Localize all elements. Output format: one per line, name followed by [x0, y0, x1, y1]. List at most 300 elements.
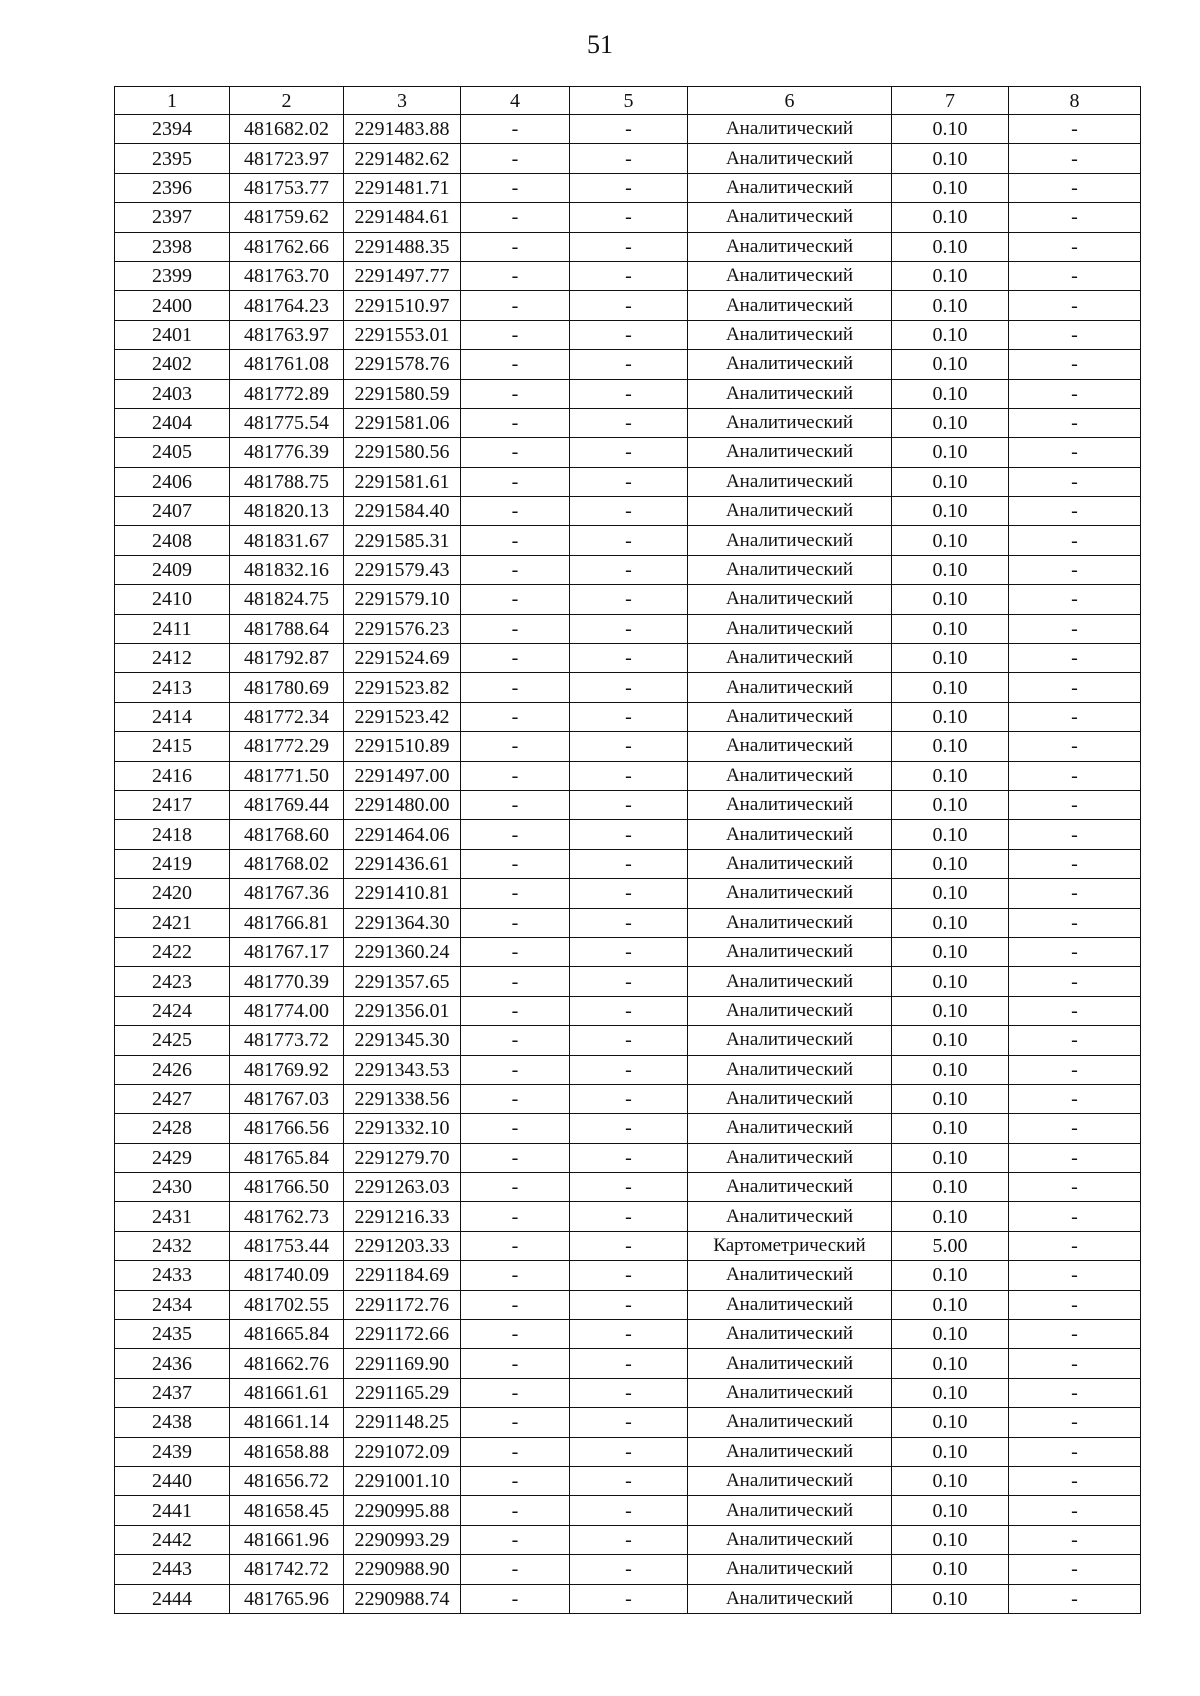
method-cell: Аналитический	[688, 996, 892, 1025]
col8-cell: -	[1009, 644, 1141, 673]
table-row	[115, 350, 1141, 379]
method-cell: Аналитический	[688, 497, 892, 526]
col8-cell: -	[1009, 1496, 1141, 1525]
accuracy-cell: 0.10	[892, 350, 1009, 379]
col8-cell: -	[1009, 203, 1141, 232]
x-coordinate-cell: 481792.87	[230, 644, 344, 673]
method-cell: Аналитический	[688, 291, 892, 320]
accuracy-cell: 0.10	[892, 790, 1009, 819]
col8-cell: -	[1009, 1114, 1141, 1143]
method-cell: Аналитический	[688, 144, 892, 173]
col4-cell: -	[461, 1084, 570, 1113]
table-row	[115, 232, 1141, 261]
table-row	[115, 173, 1141, 202]
table-row	[115, 1261, 1141, 1290]
method-cell: Аналитический	[688, 849, 892, 878]
point-number-cell: 2405	[115, 438, 230, 467]
table-row	[115, 555, 1141, 584]
x-coordinate-cell: 481740.09	[230, 1261, 344, 1290]
point-number-cell: 2433	[115, 1261, 230, 1290]
col4-cell: -	[461, 790, 570, 819]
accuracy-cell: 0.10	[892, 1378, 1009, 1407]
y-coordinate-cell: 2291464.06	[344, 820, 461, 849]
col4-cell: -	[461, 1290, 570, 1319]
method-cell: Аналитический	[688, 1261, 892, 1290]
x-coordinate-cell: 481766.50	[230, 1173, 344, 1202]
accuracy-cell: 0.10	[892, 967, 1009, 996]
accuracy-cell: 0.10	[892, 761, 1009, 790]
col4-cell: -	[461, 173, 570, 202]
accuracy-cell: 0.10	[892, 908, 1009, 937]
col4-cell: -	[461, 937, 570, 966]
col8-cell: -	[1009, 1408, 1141, 1437]
method-cell: Аналитический	[688, 702, 892, 731]
point-number-cell: 2397	[115, 203, 230, 232]
accuracy-cell: 0.10	[892, 291, 1009, 320]
col5-cell: -	[570, 1202, 688, 1231]
column-header-2: 2	[230, 87, 344, 115]
page-number: 51	[587, 30, 613, 59]
table-row	[115, 203, 1141, 232]
col4-cell: -	[461, 1114, 570, 1143]
y-coordinate-cell: 2291579.43	[344, 555, 461, 584]
col5-cell: -	[570, 761, 688, 790]
col5-cell: -	[570, 555, 688, 584]
x-coordinate-cell: 481770.39	[230, 967, 344, 996]
accuracy-cell: 0.10	[892, 1084, 1009, 1113]
table-row	[115, 967, 1141, 996]
col8-cell: -	[1009, 820, 1141, 849]
col4-cell: -	[461, 350, 570, 379]
y-coordinate-cell: 2291584.40	[344, 497, 461, 526]
method-cell: Аналитический	[688, 1349, 892, 1378]
point-number-cell: 2442	[115, 1525, 230, 1554]
y-coordinate-cell: 2291357.65	[344, 967, 461, 996]
point-number-cell: 2443	[115, 1555, 230, 1584]
col8-cell: -	[1009, 555, 1141, 584]
y-coordinate-cell: 2291345.30	[344, 1026, 461, 1055]
y-coordinate-cell: 2291480.00	[344, 790, 461, 819]
col5-cell: -	[570, 232, 688, 261]
col8-cell: -	[1009, 261, 1141, 290]
method-cell: Аналитический	[688, 203, 892, 232]
accuracy-cell: 0.10	[892, 937, 1009, 966]
table-row	[115, 379, 1141, 408]
col4-cell: -	[461, 1466, 570, 1495]
col8-cell: -	[1009, 1202, 1141, 1231]
point-number-cell: 2406	[115, 467, 230, 496]
y-coordinate-cell: 2291001.10	[344, 1466, 461, 1495]
column-header-6: 6	[688, 87, 892, 115]
accuracy-cell: 0.10	[892, 555, 1009, 584]
point-number-cell: 2438	[115, 1408, 230, 1437]
table-row	[115, 849, 1141, 878]
accuracy-cell: 0.10	[892, 702, 1009, 731]
x-coordinate-cell: 481769.92	[230, 1055, 344, 1084]
method-cell: Аналитический	[688, 908, 892, 937]
x-coordinate-cell: 481762.73	[230, 1202, 344, 1231]
y-coordinate-cell: 2291578.76	[344, 350, 461, 379]
table-row	[115, 261, 1141, 290]
point-number-cell: 2436	[115, 1349, 230, 1378]
table-row	[115, 1290, 1141, 1319]
col5-cell: -	[570, 585, 688, 614]
col4-cell: -	[461, 555, 570, 584]
method-cell: Аналитический	[688, 379, 892, 408]
col5-cell: -	[570, 937, 688, 966]
col4-cell: -	[461, 497, 570, 526]
x-coordinate-cell: 481763.97	[230, 320, 344, 349]
y-coordinate-cell: 2291482.62	[344, 144, 461, 173]
coordinates-table	[114, 86, 1141, 1614]
table-row	[115, 1378, 1141, 1407]
col5-cell: -	[570, 790, 688, 819]
col5-cell: -	[570, 1525, 688, 1554]
point-number-cell: 2408	[115, 526, 230, 555]
method-cell: Аналитический	[688, 1114, 892, 1143]
point-number-cell: 2417	[115, 790, 230, 819]
x-coordinate-cell: 481662.76	[230, 1349, 344, 1378]
x-coordinate-cell: 481764.23	[230, 291, 344, 320]
table-row	[115, 1584, 1141, 1613]
col4-cell: -	[461, 115, 570, 144]
col8-cell: -	[1009, 996, 1141, 1025]
x-coordinate-cell: 481742.72	[230, 1555, 344, 1584]
x-coordinate-cell: 481824.75	[230, 585, 344, 614]
col8-cell: -	[1009, 1143, 1141, 1172]
col4-cell: -	[461, 1496, 570, 1525]
col5-cell: -	[570, 1143, 688, 1172]
method-cell: Аналитический	[688, 350, 892, 379]
y-coordinate-cell: 2291483.88	[344, 115, 461, 144]
y-coordinate-cell: 2291553.01	[344, 320, 461, 349]
col8-cell: -	[1009, 1261, 1141, 1290]
y-coordinate-cell: 2291148.25	[344, 1408, 461, 1437]
col8-cell: -	[1009, 291, 1141, 320]
col5-cell: -	[570, 526, 688, 555]
col4-cell: -	[461, 291, 570, 320]
point-number-cell: 2403	[115, 379, 230, 408]
y-coordinate-cell: 2291203.33	[344, 1231, 461, 1260]
col4-cell: -	[461, 1555, 570, 1584]
accuracy-cell: 0.10	[892, 585, 1009, 614]
method-cell: Аналитический	[688, 790, 892, 819]
x-coordinate-cell: 481775.54	[230, 408, 344, 437]
col8-cell: -	[1009, 1378, 1141, 1407]
table-row	[115, 614, 1141, 643]
x-coordinate-cell: 481658.45	[230, 1496, 344, 1525]
col5-cell: -	[570, 173, 688, 202]
method-cell: Аналитический	[688, 320, 892, 349]
y-coordinate-cell: 2291263.03	[344, 1173, 461, 1202]
x-coordinate-cell: 481774.00	[230, 996, 344, 1025]
col4-cell: -	[461, 1349, 570, 1378]
col5-cell: -	[570, 408, 688, 437]
point-number-cell: 2426	[115, 1055, 230, 1084]
y-coordinate-cell: 2291576.23	[344, 614, 461, 643]
method-cell: Аналитический	[688, 1143, 892, 1172]
point-number-cell: 2422	[115, 937, 230, 966]
col4-cell: -	[461, 702, 570, 731]
accuracy-cell: 0.10	[892, 732, 1009, 761]
col5-cell: -	[570, 614, 688, 643]
method-cell: Аналитический	[688, 555, 892, 584]
col4-cell: -	[461, 1143, 570, 1172]
method-cell: Аналитический	[688, 761, 892, 790]
col4-cell: -	[461, 849, 570, 878]
y-coordinate-cell: 2291497.00	[344, 761, 461, 790]
col8-cell: -	[1009, 173, 1141, 202]
x-coordinate-cell: 481753.77	[230, 173, 344, 202]
table-row	[115, 1525, 1141, 1554]
y-coordinate-cell: 2290988.74	[344, 1584, 461, 1613]
point-number-cell: 2425	[115, 1026, 230, 1055]
col4-cell: -	[461, 203, 570, 232]
col5-cell: -	[570, 1378, 688, 1407]
col5-cell: -	[570, 967, 688, 996]
x-coordinate-cell: 481767.36	[230, 879, 344, 908]
accuracy-cell: 0.10	[892, 1143, 1009, 1172]
col5-cell: -	[570, 1261, 688, 1290]
point-number-cell: 2394	[115, 115, 230, 144]
col5-cell: -	[570, 203, 688, 232]
point-number-cell: 2402	[115, 350, 230, 379]
point-number-cell: 2398	[115, 232, 230, 261]
col8-cell: -	[1009, 526, 1141, 555]
col5-cell: -	[570, 644, 688, 673]
col8-cell: -	[1009, 1525, 1141, 1554]
x-coordinate-cell: 481776.39	[230, 438, 344, 467]
method-cell: Аналитический	[688, 673, 892, 702]
col8-cell: -	[1009, 702, 1141, 731]
col5-cell: -	[570, 1026, 688, 1055]
point-number-cell: 2420	[115, 879, 230, 908]
accuracy-cell: 0.10	[892, 996, 1009, 1025]
point-number-cell: 2395	[115, 144, 230, 173]
col8-cell: -	[1009, 1084, 1141, 1113]
table-row	[115, 644, 1141, 673]
x-coordinate-cell: 481682.02	[230, 115, 344, 144]
method-cell: Аналитический	[688, 1437, 892, 1466]
method-cell: Картометрический	[688, 1231, 892, 1260]
col8-cell: -	[1009, 761, 1141, 790]
col4-cell: -	[461, 614, 570, 643]
accuracy-cell: 0.10	[892, 1202, 1009, 1231]
method-cell: Аналитический	[688, 1320, 892, 1349]
col4-cell: -	[461, 438, 570, 467]
column-header-5: 5	[570, 87, 688, 115]
accuracy-cell: 0.10	[892, 408, 1009, 437]
col4-cell: -	[461, 996, 570, 1025]
table-row	[115, 438, 1141, 467]
accuracy-cell: 0.10	[892, 1525, 1009, 1554]
col4-cell: -	[461, 144, 570, 173]
point-number-cell: 2409	[115, 555, 230, 584]
accuracy-cell: 0.10	[892, 203, 1009, 232]
table-row	[115, 1143, 1141, 1172]
accuracy-cell: 0.10	[892, 173, 1009, 202]
accuracy-cell: 0.10	[892, 1349, 1009, 1378]
method-cell: Аналитический	[688, 467, 892, 496]
method-cell: Аналитический	[688, 1525, 892, 1554]
y-coordinate-cell: 2291523.82	[344, 673, 461, 702]
table-row	[115, 761, 1141, 790]
col8-cell: -	[1009, 320, 1141, 349]
table-row	[115, 526, 1141, 555]
table-row	[115, 1320, 1141, 1349]
table-row	[115, 702, 1141, 731]
col5-cell: -	[570, 1320, 688, 1349]
col5-cell: -	[570, 261, 688, 290]
column-header-7: 7	[892, 87, 1009, 115]
accuracy-cell: 0.10	[892, 1320, 1009, 1349]
accuracy-cell: 0.10	[892, 1026, 1009, 1055]
col5-cell: -	[570, 1084, 688, 1113]
col5-cell: -	[570, 497, 688, 526]
y-coordinate-cell: 2291585.31	[344, 526, 461, 555]
accuracy-cell: 0.10	[892, 467, 1009, 496]
col5-cell: -	[570, 291, 688, 320]
column-header-3: 3	[344, 87, 461, 115]
col4-cell: -	[461, 1261, 570, 1290]
x-coordinate-cell: 481665.84	[230, 1320, 344, 1349]
method-cell: Аналитический	[688, 879, 892, 908]
x-coordinate-cell: 481766.81	[230, 908, 344, 937]
col8-cell: -	[1009, 849, 1141, 878]
col4-cell: -	[461, 1408, 570, 1437]
method-cell: Аналитический	[688, 232, 892, 261]
method-cell: Аналитический	[688, 732, 892, 761]
table-row	[115, 585, 1141, 614]
accuracy-cell: 0.10	[892, 673, 1009, 702]
point-number-cell: 2399	[115, 261, 230, 290]
col5-cell: -	[570, 115, 688, 144]
col8-cell: -	[1009, 1173, 1141, 1202]
column-header-1: 1	[115, 87, 230, 115]
y-coordinate-cell: 2291524.69	[344, 644, 461, 673]
col5-cell: -	[570, 438, 688, 467]
x-coordinate-cell: 481762.66	[230, 232, 344, 261]
x-coordinate-cell: 481767.03	[230, 1084, 344, 1113]
col4-cell: -	[461, 1437, 570, 1466]
point-number-cell: 2424	[115, 996, 230, 1025]
accuracy-cell: 0.10	[892, 1466, 1009, 1495]
x-coordinate-cell: 481661.14	[230, 1408, 344, 1437]
x-coordinate-cell: 481832.16	[230, 555, 344, 584]
col5-cell: -	[570, 1555, 688, 1584]
col5-cell: -	[570, 673, 688, 702]
table-row	[115, 291, 1141, 320]
x-coordinate-cell: 481768.02	[230, 849, 344, 878]
col8-cell: -	[1009, 673, 1141, 702]
col8-cell: -	[1009, 497, 1141, 526]
x-coordinate-cell: 481753.44	[230, 1231, 344, 1260]
col5-cell: -	[570, 379, 688, 408]
y-coordinate-cell: 2291579.10	[344, 585, 461, 614]
y-coordinate-cell: 2291484.61	[344, 203, 461, 232]
col8-cell: -	[1009, 350, 1141, 379]
point-number-cell: 2439	[115, 1437, 230, 1466]
col5-cell: -	[570, 320, 688, 349]
point-number-cell: 2430	[115, 1173, 230, 1202]
point-number-cell: 2416	[115, 761, 230, 790]
point-number-cell: 2410	[115, 585, 230, 614]
x-coordinate-cell: 481759.62	[230, 203, 344, 232]
table-row	[115, 1408, 1141, 1437]
table-row	[115, 996, 1141, 1025]
col4-cell: -	[461, 408, 570, 437]
col4-cell: -	[461, 379, 570, 408]
col4-cell: -	[461, 1231, 570, 1260]
col8-cell: -	[1009, 1231, 1141, 1260]
method-cell: Аналитический	[688, 173, 892, 202]
col8-cell: -	[1009, 438, 1141, 467]
x-coordinate-cell: 481780.69	[230, 673, 344, 702]
x-coordinate-cell: 481769.44	[230, 790, 344, 819]
table-row	[115, 1114, 1141, 1143]
col4-cell: -	[461, 1173, 570, 1202]
col4-cell: -	[461, 761, 570, 790]
accuracy-cell: 0.10	[892, 526, 1009, 555]
method-cell: Аналитический	[688, 1466, 892, 1495]
point-number-cell: 2437	[115, 1378, 230, 1407]
point-number-cell: 2413	[115, 673, 230, 702]
accuracy-cell: 0.10	[892, 1555, 1009, 1584]
col8-cell: -	[1009, 937, 1141, 966]
col5-cell: -	[570, 1408, 688, 1437]
column-header-8: 8	[1009, 87, 1141, 115]
table-row	[115, 820, 1141, 849]
table-row	[115, 732, 1141, 761]
table-row	[115, 1173, 1141, 1202]
method-cell: Аналитический	[688, 1496, 892, 1525]
table-row	[115, 879, 1141, 908]
col8-cell: -	[1009, 1555, 1141, 1584]
col8-cell: -	[1009, 908, 1141, 937]
point-number-cell: 2411	[115, 614, 230, 643]
col8-cell: -	[1009, 379, 1141, 408]
x-coordinate-cell: 481831.67	[230, 526, 344, 555]
col4-cell: -	[461, 585, 570, 614]
table-row	[115, 1026, 1141, 1055]
x-coordinate-cell: 481661.96	[230, 1525, 344, 1554]
col8-cell: -	[1009, 144, 1141, 173]
col5-cell: -	[570, 702, 688, 731]
col4-cell: -	[461, 967, 570, 996]
col8-cell: -	[1009, 115, 1141, 144]
accuracy-cell: 0.10	[892, 497, 1009, 526]
method-cell: Аналитический	[688, 1290, 892, 1319]
y-coordinate-cell: 2291497.77	[344, 261, 461, 290]
method-cell: Аналитический	[688, 614, 892, 643]
table-row	[115, 1466, 1141, 1495]
y-coordinate-cell: 2291523.42	[344, 702, 461, 731]
col4-cell: -	[461, 320, 570, 349]
col4-cell: -	[461, 526, 570, 555]
col4-cell: -	[461, 1584, 570, 1613]
y-coordinate-cell: 2290988.90	[344, 1555, 461, 1584]
table-row	[115, 908, 1141, 937]
method-cell: Аналитический	[688, 1173, 892, 1202]
x-coordinate-cell: 481773.72	[230, 1026, 344, 1055]
x-coordinate-cell: 481771.50	[230, 761, 344, 790]
col8-cell: -	[1009, 1055, 1141, 1084]
point-number-cell: 2423	[115, 967, 230, 996]
col5-cell: -	[570, 467, 688, 496]
x-coordinate-cell: 481772.89	[230, 379, 344, 408]
col5-cell: -	[570, 144, 688, 173]
col4-cell: -	[461, 732, 570, 761]
